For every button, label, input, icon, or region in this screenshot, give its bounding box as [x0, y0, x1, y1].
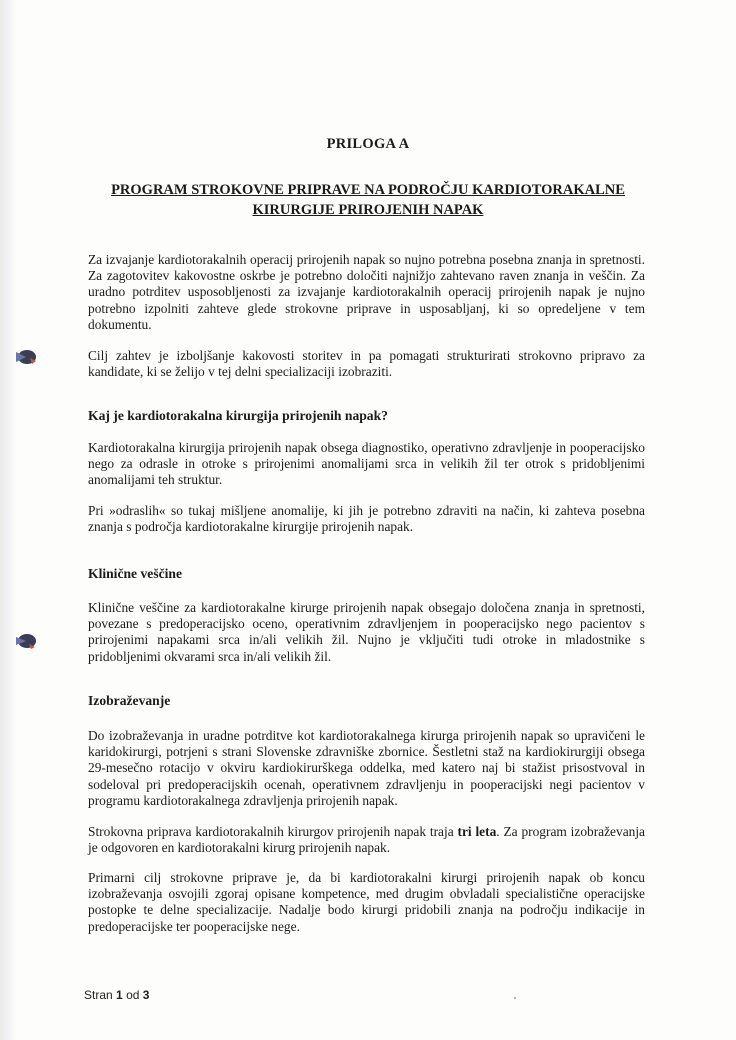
- total-pages: 3: [142, 988, 150, 1002]
- section-paragraph: Kardiotorakalna kirurgija prirojenih napak obsega diagnostiko, operativno zdravljenje in pooperacijsko nego za odrasle in otroke s prirojenimi anomalijami srca in velikih žil ter otrok s pridobljenimi anomalijami teh struktur.: [88, 440, 645, 488]
- section-paragraph: Pri »odraslih« so tukaj mišljene anomalije, ki jih je potrebno zdraviti na način, ki zahteva posebna znanja s področja kardiotorakalne kirurgije prirojenih napak.: [88, 503, 645, 535]
- page-number-footer: [84, 988, 149, 1002]
- section-paragraph: Klinične veščine za kardiotorakalne kirurge prirojenih napak obsegajo določena znanja in spretnosti, povezane s predoperacijsko oceno, operativnim zdravljenjem in pooperacijsko nego pacientov s prirojenimi napakami srca in/ali velikih žil. Nujno je vključiti tudi otroke in mladostnike s pridobljenimi okvarami srca in/ali velikih žil.: [88, 600, 645, 664]
- section-paragraph: Primarni cilj strokovne priprave je, da bi kardiotorakalni kirurgi prirojenih napak ob koncu izobraževanja osvojili zgoraj opisane kompetence, med drugim obvladali specialistične operacijske postopke te delne specializacije. Nadalje bodo kirurgi pridobili znanja na področju indikacije in predoperacijske ter pooperacijske nege.: [88, 870, 645, 934]
- paragraph-text: Strokovna priprava kardiotorakalnih kirurgov prirojenih napak traja: [88, 824, 458, 839]
- paragraph-text: . Za program izobraževanja je odgovoren en kardiotorakalni kirurg prirojenih napak.: [88, 824, 646, 856]
- scan-left-edge: [0, 0, 16, 1040]
- scan-speck: [514, 997, 516, 999]
- intro-paragraph: Cilj zahtev je izboljšanje kakovosti storitev in pa pomagati strukturirati strokovno pripravo za kandidate, ki se želijo v tej delni specializaciji izobraziti.: [88, 348, 645, 380]
- page-label: Stran: [84, 988, 113, 1002]
- section-paragraph: [88, 824, 645, 856]
- punch-hole-icon: [14, 632, 36, 650]
- document-title: PRILOGA A: [326, 136, 410, 152]
- section-heading: Izobraževanje: [88, 693, 171, 708]
- intro-paragraph: Za izvajanje kardiotorakalnih operacij prirojenih napak so nujno potrebna posebna znanja in spretnosti. Za zagotovitev kakovostne oskrbe je potrebno določiti najnižjo zahtevano raven znanja in veščin. Za uradno potrditev usposobljenosti za izvajanje kardiotorakalnih operacij prirojenih napak je nujno potrebno izpolniti zahteve glede strokovne priprave in usposabljanj, ki so opredeljene v tem dokumentu.: [88, 252, 645, 332]
- section-heading: Klinične veščine: [88, 566, 183, 581]
- punch-hole-icon: [14, 348, 36, 366]
- document-subtitle: PROGRAM STROKOVNE PRIPRAVE NA PODROČJU KARDIOTORAKALNE KIRURGIJE PRIROJENIH NAPAK: [111, 182, 625, 218]
- section-heading: Kaj je kardiotorakalna kirurgija prirojenih napak?: [88, 408, 388, 423]
- current-page: 1: [116, 988, 123, 1002]
- section-paragraph: Do izobraževanja in uradne potrditve kot kardiotorakalnega kirurga prirojenih napak so upravičeni le karidokirurgi, potrjeni s strani Slovenske zdravniške zbornice. Šestletni staž na kardiokirurgiji obsega 29-mesečno rotacijo v okviru kardiokirurškega oddelka, med katero naj bi stažist prisostvoval in sodeloval pri predoperacijskih ocenah, operativnem zdravljenju in pooperacijski negi pacientov v programu kardiotorakalnega zdravljenja prirojenih napak.: [88, 728, 645, 808]
- duration-emphasis: tri leta: [457, 824, 497, 839]
- page-separator: od: [126, 988, 140, 1002]
